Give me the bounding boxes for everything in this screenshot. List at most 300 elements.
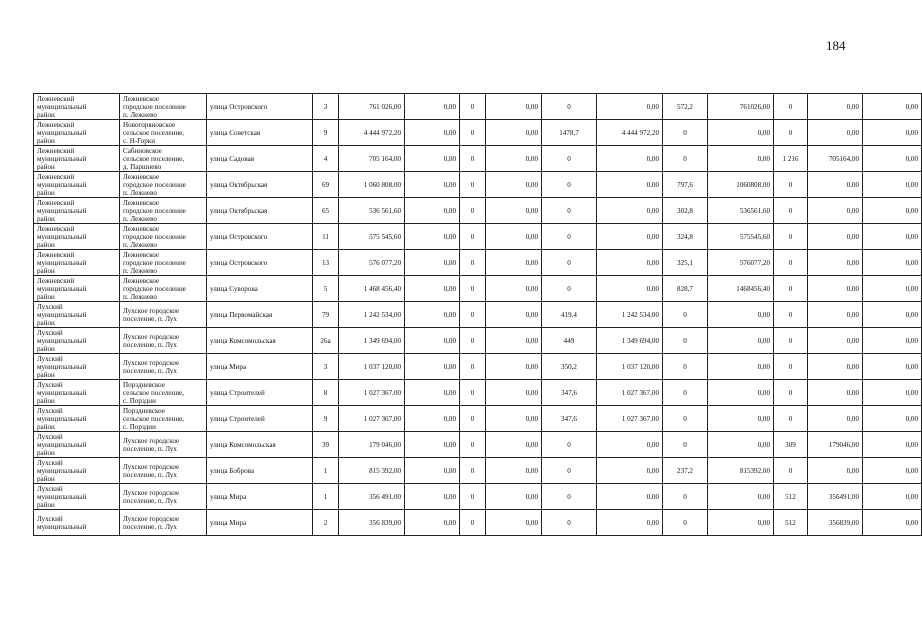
settlement-cell (120, 94, 207, 120)
cost-cell: 0,00 (405, 484, 460, 510)
house-number-cell: 3 (313, 354, 339, 380)
cost-cell: 0,00 (863, 432, 922, 458)
volume-cell: 0 (663, 120, 708, 146)
municipality-line: район (37, 292, 55, 301)
cost-cell: 0,00 (708, 328, 774, 354)
volume-cell: 0 (774, 120, 808, 146)
page-number: 184 (826, 38, 846, 53)
street-cell: улица Строителей (207, 406, 313, 432)
cost-cell: 0,00 (808, 172, 863, 198)
settlement-cell (120, 354, 207, 380)
settlement-cell (120, 250, 207, 276)
settlement-line: Лухское городское (123, 358, 180, 367)
volume-cell: 0 (542, 146, 597, 172)
cost-cell: 0,00 (486, 328, 542, 354)
settlement-line: Сабиновское (123, 146, 162, 155)
settlement-cell (120, 276, 207, 302)
cost-cell: 0,00 (405, 380, 460, 406)
cost-cell: 0,00 (405, 146, 460, 172)
volume-cell: 309 (774, 432, 808, 458)
street-cell: улица Мира (207, 510, 313, 536)
cost-cell: 0,00 (863, 328, 922, 354)
volume-cell: 0 (542, 198, 597, 224)
volume-cell: 0 (460, 354, 486, 380)
settlement-line: поселение, п. Лух (123, 314, 177, 323)
house-number-cell: 4 (313, 146, 339, 172)
house-number-cell: 26а (313, 328, 339, 354)
municipality-cell (34, 510, 120, 536)
total-cost-cell: 1 242 534,00 (339, 302, 405, 328)
municipality-cell (34, 484, 120, 510)
house-number-cell: 1 (313, 484, 339, 510)
cost-cell: 0,00 (808, 94, 863, 120)
volume-cell: 0 (460, 484, 486, 510)
municipality-cell (34, 354, 120, 380)
street-cell: улица Суворова (207, 276, 313, 302)
municipality-cell (34, 380, 120, 406)
settlement-line: Лежневское (123, 276, 160, 285)
cost-cell: 356491,00 (808, 484, 863, 510)
volume-cell: 0 (460, 224, 486, 250)
settlement-cell (120, 458, 207, 484)
total-cost-cell: 1 027 367,00 (339, 406, 405, 432)
volume-cell: 237,2 (663, 458, 708, 484)
volume-cell: 572,2 (663, 94, 708, 120)
cost-cell: 0,00 (597, 198, 663, 224)
cost-cell: 0,00 (486, 380, 542, 406)
volume-cell: 828,7 (663, 276, 708, 302)
municipality-line: Лухский (37, 380, 63, 389)
volume-cell: 0 (460, 198, 486, 224)
volume-cell: 0 (774, 224, 808, 250)
settlement-cell (120, 380, 207, 406)
table-row (34, 94, 922, 120)
table-row (34, 354, 922, 380)
cost-cell: 0,00 (808, 120, 863, 146)
volume-cell: 0 (774, 250, 808, 276)
cost-cell: 1 037 120,00 (597, 354, 663, 380)
volume-cell: 0 (542, 276, 597, 302)
cost-cell: 0,00 (863, 94, 922, 120)
cost-cell: 0,00 (863, 146, 922, 172)
volume-cell: 302,8 (663, 198, 708, 224)
street-cell: улица Советская (207, 120, 313, 146)
settlement-cell (120, 510, 207, 536)
municipality-line: район (37, 110, 55, 119)
volume-cell: 0 (542, 432, 597, 458)
volume-cell: 0 (460, 120, 486, 146)
settlement-line: поселение, п. Лух (123, 522, 177, 531)
volume-cell: 0 (460, 276, 486, 302)
volume-cell: 324,8 (663, 224, 708, 250)
settlement-line: сельское поселение, (123, 414, 185, 423)
municipality-line: Лежневский (37, 198, 75, 207)
settlement-line: Лухское городское (123, 462, 180, 471)
street-cell: улица Мира (207, 354, 313, 380)
cost-cell: 0,00 (808, 250, 863, 276)
cost-cell: 0,00 (486, 250, 542, 276)
total-cost-cell: 815 392,00 (339, 458, 405, 484)
volume-cell: 1478,7 (542, 120, 597, 146)
table-row (34, 328, 922, 354)
municipality-line: муниципальный (37, 284, 87, 293)
municipality-line: Лежневский (37, 94, 75, 103)
cost-cell: 0,00 (808, 198, 863, 224)
cost-cell: 0,00 (486, 94, 542, 120)
volume-cell: 0 (460, 380, 486, 406)
volume-cell: 0 (774, 302, 808, 328)
settlement-cell (120, 120, 207, 146)
total-cost-cell: 1 349 694,00 (339, 328, 405, 354)
cost-cell: 0,00 (863, 484, 922, 510)
table-row (34, 120, 922, 146)
volume-cell: 0 (663, 146, 708, 172)
cost-cell: 0,00 (486, 146, 542, 172)
municipality-line: муниципальный (37, 336, 87, 345)
municipality-line: Лухский (37, 328, 63, 337)
total-cost-cell: 1 060 808,00 (339, 172, 405, 198)
total-cost-cell: 536 561,60 (339, 198, 405, 224)
cost-cell: 0,00 (708, 510, 774, 536)
cost-cell: 0,00 (486, 458, 542, 484)
settlement-line: поселение, п. Лух (123, 444, 177, 453)
cost-cell: 0,00 (597, 250, 663, 276)
cost-cell: 0,00 (405, 94, 460, 120)
volume-cell: 347,6 (542, 406, 597, 432)
volume-cell: 0 (460, 250, 486, 276)
table-row (34, 432, 922, 458)
municipality-cell (34, 224, 120, 250)
cost-cell: 4 444 972,20 (597, 120, 663, 146)
municipality-line: муниципальный (37, 128, 87, 137)
settlement-line: Лежневское (123, 172, 160, 181)
volume-cell: 0 (774, 172, 808, 198)
cost-cell: 1 242 534,00 (597, 302, 663, 328)
total-cost-cell: 705 164,00 (339, 146, 405, 172)
municipality-cell (34, 172, 120, 198)
cost-cell: 0,00 (863, 380, 922, 406)
street-cell: улица Комсомольская (207, 328, 313, 354)
house-number-cell: 11 (313, 224, 339, 250)
cost-cell: 0,00 (597, 94, 663, 120)
municipality-cell (34, 302, 120, 328)
settlement-line: городское поселение (123, 102, 186, 111)
settlement-cell (120, 146, 207, 172)
volume-cell: 0 (774, 458, 808, 484)
cost-cell: 0,00 (863, 302, 922, 328)
table-row (34, 406, 922, 432)
volume-cell: 0 (542, 458, 597, 484)
municipality-line: муниципальный (37, 206, 87, 215)
table-row (34, 224, 922, 250)
settlement-cell (120, 198, 207, 224)
cost-cell: 0,00 (597, 146, 663, 172)
table-row (34, 484, 922, 510)
house-number-cell: 39 (313, 432, 339, 458)
municipality-line: муниципальный (37, 180, 87, 189)
street-cell: улица Островского (207, 94, 313, 120)
municipality-line: муниципальный (37, 154, 87, 163)
settlement-line: п. Лежнево (123, 240, 157, 249)
house-number-cell: 69 (313, 172, 339, 198)
cost-cell: 0,00 (405, 120, 460, 146)
total-cost-cell: 576 077,20 (339, 250, 405, 276)
cost-cell: 0,00 (708, 406, 774, 432)
volume-cell: 0 (663, 406, 708, 432)
settlement-line: с. Порздни (123, 396, 156, 405)
volume-cell: 0 (774, 94, 808, 120)
street-cell: улица Боброва (207, 458, 313, 484)
municipality-line: Лухский (37, 302, 63, 311)
volume-cell: 0 (460, 406, 486, 432)
settlement-cell (120, 432, 207, 458)
settlement-line: п. Лежнево (123, 110, 157, 119)
municipality-line: район (37, 474, 55, 483)
municipality-line: район (37, 318, 55, 327)
cost-cell: 0,00 (486, 302, 542, 328)
settlement-cell (120, 172, 207, 198)
municipality-cell (34, 94, 120, 120)
settlement-line: поселение, п. Лух (123, 340, 177, 349)
cost-cell: 0,00 (597, 510, 663, 536)
volume-cell: 0 (663, 484, 708, 510)
municipality-line: район (37, 266, 55, 275)
volume-cell: 0 (460, 510, 486, 536)
cost-cell: 0,00 (863, 224, 922, 250)
settlement-line: городское поселение (123, 258, 186, 267)
municipality-line: Лежневский (37, 276, 75, 285)
municipality-line: район (37, 162, 55, 171)
cost-cell: 761026,00 (708, 94, 774, 120)
street-cell: улица Мира (207, 484, 313, 510)
municipality-line: Лежневский (37, 250, 75, 259)
table-row (34, 146, 922, 172)
volume-cell: 0 (663, 302, 708, 328)
municipality-line: Лухский (37, 354, 63, 363)
total-cost-cell: 356 839,00 (339, 510, 405, 536)
settlement-line: Лухское городское (123, 436, 180, 445)
house-number-cell: 3 (313, 94, 339, 120)
street-cell: улица Октябрьская (207, 172, 313, 198)
municipality-line: муниципальный (37, 414, 87, 423)
settlement-line: Порздневское (123, 406, 165, 415)
street-cell: улица Октябрьская (207, 198, 313, 224)
cost-cell: 0,00 (863, 198, 922, 224)
cost-cell: 0,00 (863, 276, 922, 302)
street-cell: улица Островского (207, 250, 313, 276)
total-cost-cell: 4 444 972,20 (339, 120, 405, 146)
settlement-cell (120, 302, 207, 328)
cost-cell: 1 027 367,00 (597, 406, 663, 432)
municipality-line: Лухский (37, 484, 63, 493)
cost-cell: 705164,00 (808, 146, 863, 172)
volume-cell: 0 (663, 354, 708, 380)
volume-cell: 350,2 (542, 354, 597, 380)
house-number-cell: 5 (313, 276, 339, 302)
cost-cell: 0,00 (597, 172, 663, 198)
settlement-line: Лежневское (123, 198, 160, 207)
municipality-cell (34, 432, 120, 458)
total-cost-cell: 761 026,00 (339, 94, 405, 120)
cost-cell: 0,00 (405, 276, 460, 302)
table-row (34, 198, 922, 224)
municipality-line: муниципальный (37, 102, 87, 111)
cost-cell: 1060808,00 (708, 172, 774, 198)
cost-cell: 0,00 (863, 510, 922, 536)
municipality-line: район (37, 422, 55, 431)
settlement-line: поселение, п. Лух (123, 496, 177, 505)
settlement-cell (120, 484, 207, 510)
municipality-line: Лежневский (37, 120, 75, 129)
municipality-line: район (37, 396, 55, 405)
volume-cell: 0 (774, 380, 808, 406)
volume-cell: 0 (774, 276, 808, 302)
municipality-cell (34, 276, 120, 302)
settlement-line: с. Н-Горки (123, 136, 155, 145)
cost-cell: 0,00 (405, 250, 460, 276)
volume-cell: 0 (542, 224, 597, 250)
cost-cell: 0,00 (863, 458, 922, 484)
table-row (34, 510, 922, 536)
cost-cell: 0,00 (808, 354, 863, 380)
cost-cell: 0,00 (486, 198, 542, 224)
cost-cell: 0,00 (405, 406, 460, 432)
total-cost-cell: 575 545,60 (339, 224, 405, 250)
cost-cell: 0,00 (863, 172, 922, 198)
cost-cell: 536561,60 (708, 198, 774, 224)
cost-cell: 0,00 (597, 276, 663, 302)
volume-cell: 0 (542, 250, 597, 276)
cost-cell: 0,00 (486, 224, 542, 250)
municipality-line: Лухский (37, 432, 63, 441)
settlement-line: Новогоряновское (123, 120, 176, 129)
cost-cell: 0,00 (808, 458, 863, 484)
settlement-line: поселение, п. Лух (123, 366, 177, 375)
municipality-line: район (37, 188, 55, 197)
cost-cell: 0,00 (405, 354, 460, 380)
house-number-cell: 13 (313, 250, 339, 276)
volume-cell: 0 (663, 432, 708, 458)
cost-cell: 0,00 (597, 458, 663, 484)
volume-cell: 0 (460, 94, 486, 120)
table-row (34, 172, 922, 198)
volume-cell: 419,4 (542, 302, 597, 328)
volume-cell: 1 216 (774, 146, 808, 172)
cost-cell: 0,00 (863, 406, 922, 432)
municipality-cell (34, 198, 120, 224)
municipality-cell (34, 458, 120, 484)
municipality-line: муниципальный (37, 522, 87, 531)
municipality-line: район (37, 370, 55, 379)
cost-cell: 0,00 (708, 120, 774, 146)
settlement-line: городское поселение (123, 206, 186, 215)
volume-cell: 325,1 (663, 250, 708, 276)
municipality-line: район (37, 214, 55, 223)
volume-cell: 0 (542, 510, 597, 536)
volume-cell: 347,6 (542, 380, 597, 406)
street-cell: улица Островского (207, 224, 313, 250)
settlement-cell (120, 328, 207, 354)
cost-cell: 0,00 (405, 198, 460, 224)
cost-cell: 0,00 (808, 328, 863, 354)
cost-cell: 0,00 (405, 302, 460, 328)
street-cell: улица Первомайская (207, 302, 313, 328)
total-cost-cell: 1 468 456,40 (339, 276, 405, 302)
volume-cell: 0 (663, 380, 708, 406)
cost-cell: 0,00 (708, 146, 774, 172)
municipality-line: Лежневский (37, 146, 75, 155)
cost-cell: 0,00 (597, 484, 663, 510)
volume-cell: 0 (663, 510, 708, 536)
cost-cell: 1 349 694,00 (597, 328, 663, 354)
municipality-line: муниципальный (37, 310, 87, 319)
volume-cell: 0 (460, 432, 486, 458)
cost-cell: 0,00 (708, 354, 774, 380)
municipality-line: муниципальный (37, 466, 87, 475)
table-body (34, 94, 922, 536)
settlement-line: сельское поселение, (123, 388, 185, 397)
volume-cell: 0 (774, 198, 808, 224)
cost-cell: 0,00 (405, 328, 460, 354)
street-cell: улица Строителей (207, 380, 313, 406)
settlement-line: п. Лежнево (123, 188, 157, 197)
cost-cell: 0,00 (808, 224, 863, 250)
cost-cell: 0,00 (708, 432, 774, 458)
settlement-line: Лежневское (123, 250, 160, 259)
cost-cell: 0,00 (486, 354, 542, 380)
total-cost-cell: 1 037 120,00 (339, 354, 405, 380)
cost-cell: 0,00 (708, 484, 774, 510)
settlement-line: п. Лежнево (123, 214, 157, 223)
municipality-line: район (37, 240, 55, 249)
settlement-line: Лежневское (123, 94, 160, 103)
house-number-cell: 9 (313, 120, 339, 146)
municipality-line: район (37, 500, 55, 509)
settlement-line: сельское поселение, (123, 128, 185, 137)
cost-cell: 0,00 (486, 120, 542, 146)
cost-cell: 0,00 (708, 380, 774, 406)
total-cost-cell: 356 491,00 (339, 484, 405, 510)
settlement-line: городское поселение (123, 232, 186, 241)
volume-cell: 512 (774, 484, 808, 510)
cost-cell: 0,00 (405, 172, 460, 198)
cost-cell: 0,00 (863, 354, 922, 380)
volume-cell: 0 (774, 328, 808, 354)
municipality-line: муниципальный (37, 258, 87, 267)
cost-cell: 575545,60 (708, 224, 774, 250)
street-cell: улица Комсомольская (207, 432, 313, 458)
volume-cell: 0 (542, 484, 597, 510)
total-cost-cell: 1 027 367,00 (339, 380, 405, 406)
total-cost-cell: 179 046,00 (339, 432, 405, 458)
cost-cell: 356839,00 (808, 510, 863, 536)
cost-cell: 0,00 (486, 432, 542, 458)
volume-cell: 0 (774, 406, 808, 432)
cost-cell: 0,00 (808, 302, 863, 328)
municipality-line: Лежневский (37, 224, 75, 233)
cost-cell: 0,00 (863, 250, 922, 276)
municipality-cell (34, 120, 120, 146)
cost-cell: 1468456,40 (708, 276, 774, 302)
municipality-line: район (37, 448, 55, 457)
volume-cell: 0 (663, 328, 708, 354)
cost-cell: 815392,00 (708, 458, 774, 484)
cost-cell: 576077,20 (708, 250, 774, 276)
cost-cell: 0,00 (486, 406, 542, 432)
house-number-cell: 8 (313, 380, 339, 406)
cost-cell: 0,00 (405, 510, 460, 536)
municipality-line: муниципальный (37, 440, 87, 449)
